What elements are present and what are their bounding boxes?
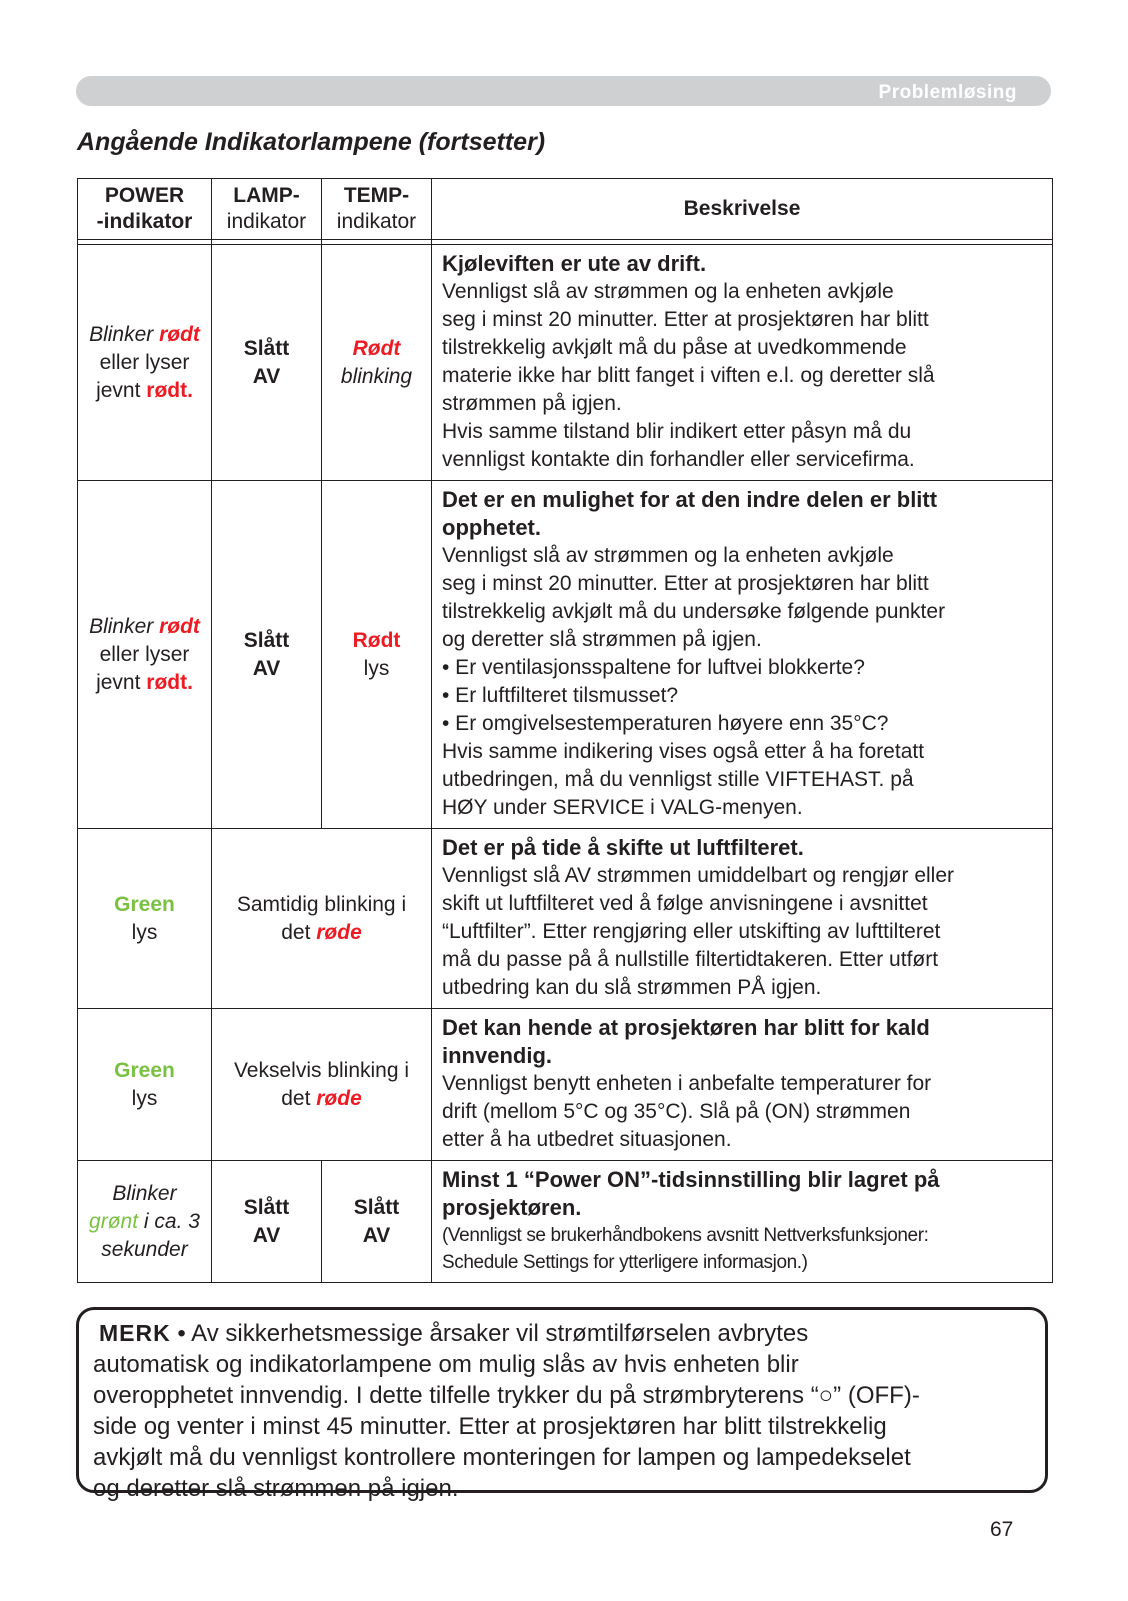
section-header-label: Problemløsing [878,82,1017,103]
table-row [78,1161,1053,1283]
lamp-indicator-cell: Slått AV [212,481,322,829]
description-cell: Det kan hende at prosjektøren har blitt for kald innvendig. Vennligst benytt enheten i anbefalte temperaturer for drift (mellom 5°C og 35°C). Slå på (ON) strømmen etter å ha utbedret situasjonen. [432,1009,1053,1161]
lamp-temp-indicator-cell: Samtidig blinking i det røde [212,829,432,1009]
temp-indicator-cell: Rødt lys [322,481,432,829]
table-row [78,245,1053,481]
table-row [78,481,1053,829]
power-indicator-cell: Blinker rødt eller lyser jevnt rødt. [78,481,212,829]
header-lamp: LAMP- indikator [212,179,322,240]
description-cell: Kjøleviften er ute av drift. Vennligst slå av strømmen og la enheten avkjøle seg i minst 20 minutter. Etter at prosjektøren har blitt tilstrekkelig avkjølt må du påse at uvedkommende materie ikke har blitt fanget i viften e.l. og deretter slå strømmen på igjen. Hvis samme tilstand blir indikert etter påsyn må du vennligst kontakte din forhandler eller servicefirma. [432,245,1053,481]
lamp-indicator-cell: Slått AV [212,1161,322,1283]
power-indicator-cell: Blinker rødt eller lyser jevnt rødt. [78,245,212,481]
lamp-temp-indicator-cell: Vekselvis blinking i det røde [212,1009,432,1161]
temp-indicator-cell: Rødt blinking [322,245,432,481]
note-text: • Av sikkerhetsmessige årsaker vil strømtilførselen avbrytes automatisk og indikatorlampene om mulig slås av hvis enheten blir overopphetet innvendig. I dette tilfelle trykker du på strømbryterens “○” (OFF)- side og venter i minst 45 minutter. Etter at prosjektøren har blitt tilstrekkelig avkjølt må du vennligst kontrollere monteringen for lampen og lampedekselet og deretter slå strømmen på igjen. [93,1320,920,1502]
header-power: POWER -indikator [78,179,212,240]
power-indicator-cell: Green lys [78,1009,212,1161]
note-label: MERK [99,1320,171,1346]
page-number: 67 [990,1518,1014,1541]
power-indicator-cell: Green lys [78,829,212,1009]
table-header-row [78,179,1053,240]
section-header-bar [76,76,1051,106]
page-title: Angående Indikatorlampene (fortsetter) [77,128,546,156]
header-description: Beskrivelse [432,179,1053,240]
description-cell: Det er en mulighet for at den indre delen er blitt opphetet. Vennligst slå av strømmen og la enheten avkjøle seg i minst 20 minutter. Etter at prosjektøren har blitt tilstrekkelig avkjølt må du undersøke følgende punkter og deretter slå strømmen på igjen. • Er ventilasjonsspaltene for luftvei blokkerte? • Er luftfilteret tilsmusset? • Er omgivelsestemperaturen høyere enn 35°C? Hvis samme indikering vises også etter å ha foretatt utbedringen, må du vennligst stille VIFTEHAST. på HØY under SERVICE i VALG-menyen. [432,481,1053,829]
power-indicator-cell: Blinker grønt i ca. 3 sekunder [78,1161,212,1283]
description-cell: Det er på tide å skifte ut luftfilteret. Vennligst slå AV strømmen umiddelbart og rengjør eller skift ut luftfilteret ved å følge anvisningene i avsnittet “Luftfilter”. Etter rengjøring eller utskifting av lufttilteret må du passe på å nullstille filtertidtakeren. Etter utført utbedring kan du slå strømmen PÅ igjen. [432,829,1053,1009]
temp-indicator-cell: Slått AV [322,1161,432,1283]
lamp-indicator-cell: Slått AV [212,245,322,481]
description-cell: Minst 1 “Power ON”-tidsinnstilling blir lagret på prosjektøren. (Vennligst se brukerhåndbokens avsnitt Nettverksfunksjoner: Schedule Settings for ytterligere informasjon.) [432,1161,1053,1283]
table-row [78,829,1053,1009]
header-temp: TEMP- indikator [322,179,432,240]
table-row [78,1009,1053,1161]
indicator-table [77,178,1053,1283]
note-box [76,1307,1048,1502]
